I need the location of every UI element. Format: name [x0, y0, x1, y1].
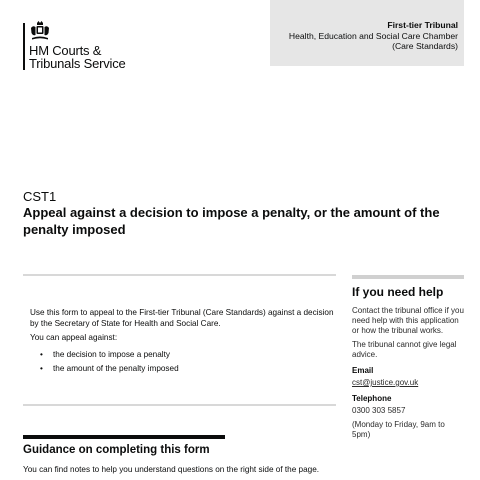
- intro-paragraph: Use this form to appeal to the First-tier Tribunal (Care Standards) against a decision by the Secretary of State for Health and Social Care.: [30, 308, 334, 328]
- guidance-text: You can find notes to help you understand questions on the right side of the page.: [23, 465, 320, 474]
- guidance-bar: [23, 435, 225, 439]
- email-link[interactable]: cst@justice.gov.uk: [352, 378, 419, 387]
- help-heading: If you need help: [352, 285, 444, 299]
- form-title: Appeal against a decision to impose a penalty, or the amount of the penalty imposed: [23, 205, 440, 237]
- tribunal-chamber: Health, Education and Social Care Chamber: [288, 30, 458, 41]
- help-panel-bar: [352, 275, 464, 279]
- logo-divider: [23, 23, 25, 70]
- section-divider-bottom: [23, 404, 336, 406]
- guidance-heading: Guidance on completing this form: [23, 444, 210, 456]
- tribunal-title: First-tier Tribunal: [387, 20, 458, 30]
- help-legal-text: The tribunal cannot give legal advice.: [352, 340, 457, 359]
- list-item: • the decision to impose a penalty: [30, 350, 335, 361]
- telephone-number: 0300 303 5857: [352, 406, 406, 415]
- help-panel: [352, 285, 464, 444]
- intro-section: [30, 308, 335, 379]
- form-code: CST1: [23, 189, 57, 204]
- logo-line-1: HM Courts &: [29, 43, 102, 58]
- list-item: • the amount of the penalty imposed: [30, 364, 335, 375]
- royal-crest-icon: [29, 20, 51, 42]
- help-contact-text: Contact the tribunal office if you need help with this application or how the tribunal works.: [352, 306, 464, 335]
- tribunal-division: (Care Standards): [392, 41, 458, 52]
- logo-line-2: Tribunals Service: [29, 56, 126, 71]
- appeal-lead: You can appeal against:: [30, 333, 118, 342]
- section-divider-top: [23, 274, 336, 276]
- telephone-label: Telephone: [352, 394, 392, 403]
- opening-hours: (Monday to Friday, 9am to 5pm): [352, 420, 445, 439]
- logo-wordmark: [29, 44, 126, 70]
- appeal-list: [30, 350, 335, 375]
- tribunal-box: [270, 0, 464, 66]
- email-label: Email: [352, 366, 374, 375]
